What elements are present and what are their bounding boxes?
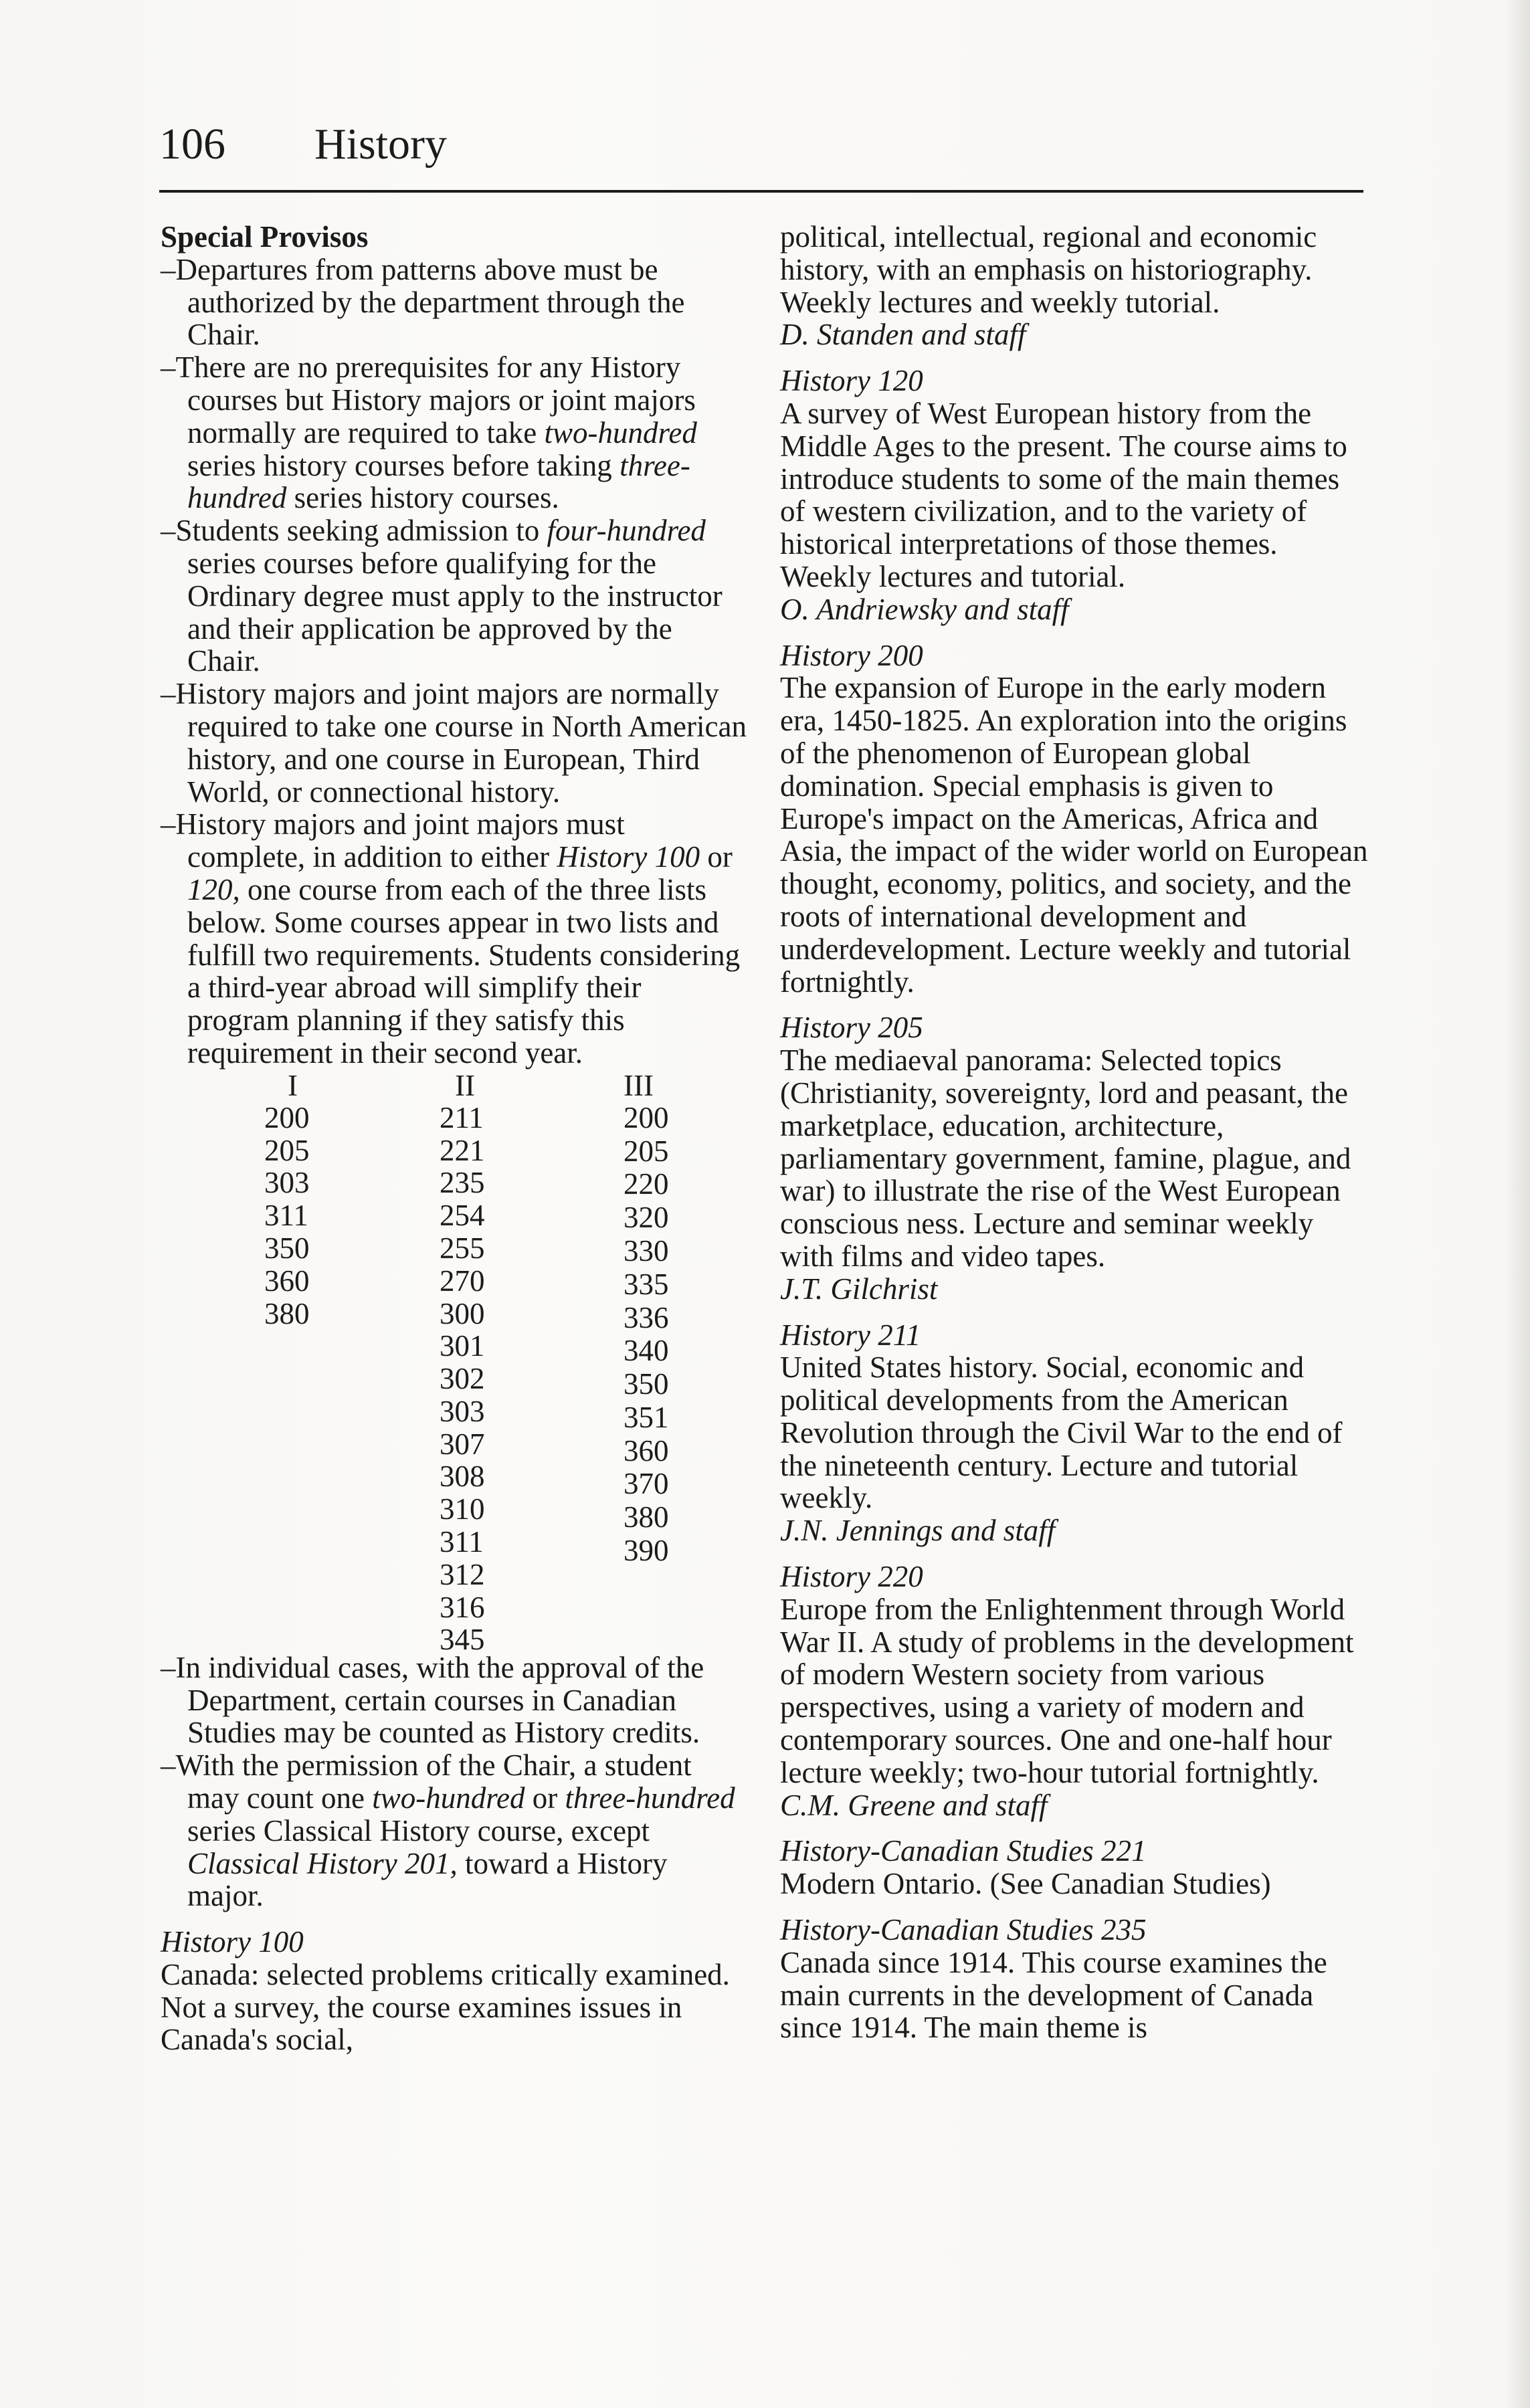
course-number: 340 (624, 1334, 669, 1368)
proviso-text: –History majors and joint majors are normally required to take one course in North American history, and one course in European, Third World, or connectional history. (161, 677, 747, 809)
course-instructor: J.N. Jennings and staff (780, 1514, 1056, 1548)
course-description: Modern Ontario. (See Canadian Studies) (780, 1867, 1271, 1901)
course-number: 255 (440, 1231, 485, 1265)
proviso-text: series courses before qualifying for the Ordinary degree must apply to the instructor and their application be approved by the Chair. (187, 546, 723, 678)
page-edge-shadow (1503, 0, 1530, 2408)
course-description: Canada: selected problems critically examined. Not a survey, the course examines issues in Canada's social, (161, 1957, 730, 2057)
course-number: 302 (440, 1362, 485, 1396)
course-instructor: C.M. Greene and staff (780, 1788, 1048, 1822)
course-entry (780, 365, 1369, 625)
course-instructor: O. Andriewsky and staff (780, 592, 1069, 626)
proviso-text: or (700, 840, 733, 874)
course-number: 254 (440, 1199, 485, 1233)
course-number: 312 (440, 1557, 485, 1591)
course-title: History 211 (780, 1318, 921, 1352)
course-description: Canada since 1914. This course examines the main currents in the development of Canada since 1914. The main theme is (780, 1945, 1327, 2045)
course-entry (780, 1914, 1369, 2044)
proviso-item (161, 254, 749, 351)
course-number: 350 (264, 1231, 310, 1265)
course-title: History 100 (161, 1925, 304, 1959)
course-number: 345 (440, 1623, 485, 1657)
course-number: 220 (624, 1167, 669, 1201)
proviso-text: –In individual cases, with the approval of the Department, certain courses in Canadian Studies may be counted as History credits. (161, 1650, 704, 1750)
course-number: 320 (624, 1201, 669, 1235)
proviso-text: series history courses before taking (187, 448, 620, 482)
course-number: 336 (624, 1300, 669, 1334)
page-header (159, 119, 1363, 193)
provisos-list (161, 254, 749, 1070)
italic-text: four-hundred (547, 514, 706, 548)
proviso-text: one course from each of the three lists below. Some courses appear in two lists and fulfill two requirements. Students considering a third-year abroad will simplify their program planning if they satisfy this requirement in their second year. (187, 872, 741, 1070)
proviso-item (161, 351, 749, 514)
right-column (780, 221, 1369, 2044)
list-header-ii: II (455, 1068, 475, 1102)
course-lists (161, 1068, 749, 1657)
course-description: The expansion of Europe in the early modern era, 1450-1825. An exploration into the origins of the phenomenon of European global domination. Special emphasis is given to Europe's impact on the Americas, Africa and Asia, the impact of the wider world on European thought, economy, politics, and society, and the roots of international development and underdevelopment. Lecture weekly and tutorial fortnightly. (780, 671, 1368, 999)
italic-text: three-hundred (187, 448, 690, 515)
course-instructor: J.T. Gilchrist (780, 1272, 938, 1306)
proviso-item (161, 514, 749, 678)
proviso-text: –There are no prerequisites for any History courses but History majors or joint majors normally are required to take (161, 350, 696, 449)
course-entries (780, 365, 1369, 2044)
course-description: United States history. Social, economic and political developments from the American Revolution through the Civil War to the end of the nineteenth century. Lecture and tutorial weekly. (780, 1350, 1343, 1515)
course-number: 308 (440, 1460, 485, 1494)
course-number: 303 (440, 1394, 485, 1428)
header-rule (159, 190, 1363, 193)
course-title: History 205 (780, 1011, 923, 1045)
course-number: 370 (624, 1467, 669, 1501)
continued-instructor: D. Standen and staff (780, 318, 1026, 352)
continued-description: political, intellectual, regional and economic history, with an emphasis on historiography. Weekly lectures and weekly tutorial. (780, 220, 1317, 319)
proviso-item (161, 678, 749, 808)
course-number: 211 (440, 1100, 484, 1134)
list-i (264, 1102, 310, 1330)
course-entry (780, 639, 1369, 999)
course-number: 205 (624, 1134, 669, 1168)
italic-text: Classical History 201, (187, 1846, 458, 1880)
proviso-item (161, 808, 749, 1069)
course-number: 360 (624, 1433, 669, 1468)
course-number: 390 (624, 1534, 669, 1568)
course-number: 380 (624, 1500, 669, 1534)
list-header-iii: III (624, 1068, 654, 1102)
course-number: 310 (440, 1492, 485, 1526)
italic-text: three-hundred (565, 1781, 735, 1815)
course-description: A survey of West European history from the Middle Ages to the present. The course aims to introduce students to some of the main themes of western civilization, and to the variety of historical interpretations of those themes. Weekly lectures and tutorial. (780, 396, 1347, 593)
proviso-item (161, 1749, 749, 1912)
proviso-text: series Classical History course, except (187, 1813, 650, 1847)
course-number: 307 (440, 1427, 485, 1461)
course-entry (780, 1835, 1369, 1900)
course-title: History-Canadian Studies 221 (780, 1834, 1147, 1868)
italic-text: two-hundred (544, 415, 697, 449)
italic-text: two-hundred (372, 1781, 525, 1815)
course-description: Europe from the Enlightenment through World War II. A study of problems in the development of modern Western society from various perspectives, using a variety of modern and contemporary sources. One and one-half hour lecture weekly; two-hour tutorial fortnightly. (780, 1592, 1354, 1789)
course-number: 350 (624, 1367, 669, 1401)
course-number: 316 (440, 1590, 485, 1624)
course-number: 300 (440, 1296, 485, 1330)
proviso-text: or (524, 1781, 565, 1815)
course-description: The mediaeval panorama: Selected topics (Christianity, sovereignty, lord and peasant, the marketplace, education, architecture, parliamentary government, famine, plague, and war) to illustrate the rise of the West European conscious ness. Lecture and seminar weekly with films and video tapes. (780, 1043, 1351, 1273)
course-number: 311 (264, 1199, 308, 1233)
course-number: 235 (440, 1166, 485, 1200)
proviso-item (161, 1651, 749, 1749)
proviso-text: –Students seeking admission to (161, 514, 547, 548)
list-ii (440, 1102, 485, 1657)
course-number: 200 (264, 1100, 310, 1134)
italic-text: History 100 (557, 840, 700, 874)
course-number: 303 (264, 1166, 310, 1200)
italic-text: 120, (187, 872, 240, 906)
list-header-i: I (288, 1068, 298, 1102)
course-entry (780, 1011, 1369, 1305)
course-number: 301 (440, 1329, 485, 1363)
course-number: 335 (624, 1267, 669, 1301)
course-title: History 120 (780, 364, 923, 398)
course-number: 380 (264, 1296, 310, 1330)
course-number: 205 (264, 1133, 310, 1167)
course-number: 200 (624, 1100, 669, 1134)
course-number: 270 (440, 1264, 485, 1298)
course-number: 351 (624, 1400, 669, 1434)
list-iii (624, 1102, 669, 1568)
course-title: History-Canadian Studies 235 (780, 1913, 1147, 1947)
course-number: 360 (264, 1264, 310, 1298)
course-entry (780, 1561, 1369, 1821)
course-title: History 200 (780, 638, 923, 672)
special-provisos-heading: Special Provisos (161, 220, 369, 254)
proviso-text: –Departures from patterns above must be authorized by the department through the Chair. (161, 252, 685, 352)
running-head: History (314, 120, 447, 169)
proviso-text: –History majors and joint majors must complete, in addition to either (161, 807, 625, 874)
provisos-after-list (161, 1651, 749, 1912)
course-number: 311 (440, 1525, 484, 1559)
proviso-text: toward a History major. (187, 1846, 668, 1913)
course-entry (780, 1319, 1369, 1548)
proviso-text: –With the permission of the Chair, a student may count one (161, 1748, 692, 1815)
course-title: History 220 (780, 1560, 923, 1594)
page-number: 106 (159, 120, 225, 169)
course-number: 330 (624, 1233, 669, 1268)
left-column (161, 221, 749, 2056)
course-number: 221 (440, 1133, 485, 1167)
proviso-text: series history courses. (286, 481, 559, 515)
course-history-100 (161, 1926, 749, 2056)
